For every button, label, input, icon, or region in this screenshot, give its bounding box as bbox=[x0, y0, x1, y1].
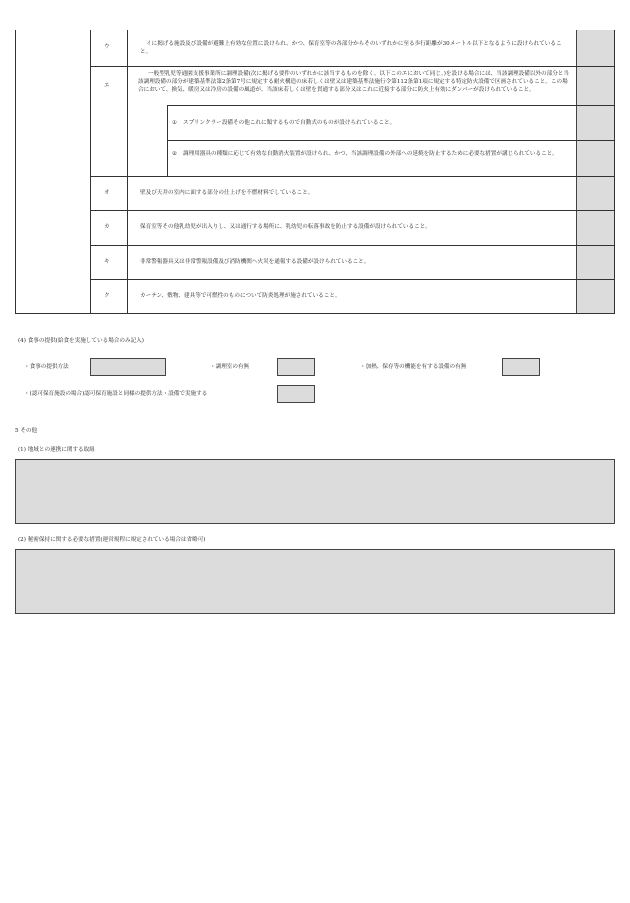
heating-field[interactable] bbox=[502, 358, 540, 376]
other-heading: 5 その他 bbox=[15, 428, 38, 434]
meal-method-label: ・食事の提供方法 bbox=[24, 364, 69, 370]
privacy-label: (2) 秘密保持に関する必要な措置(運営規程に規定されている場合は省略可) bbox=[18, 537, 206, 543]
check-cell-e2[interactable] bbox=[576, 141, 614, 176]
table-left-border bbox=[15, 30, 16, 314]
sub-key-2: ② bbox=[172, 151, 178, 157]
sub-key-1: ① bbox=[172, 120, 178, 126]
privacy-field[interactable] bbox=[15, 549, 615, 614]
check-cell-e1[interactable] bbox=[576, 106, 614, 140]
row-text-o: 壁及び天井の室内に面する部分の仕上げを不燃材料でしていること。 bbox=[140, 190, 314, 196]
row-sep bbox=[90, 245, 615, 246]
row-key-u: ウ bbox=[104, 44, 110, 50]
table-text-col-left bbox=[127, 30, 128, 314]
sub-top-border bbox=[167, 105, 615, 106]
kitchen-label: ・調理室の有無 bbox=[210, 364, 250, 370]
heating-label: ・加熱、保存等の機能を有する設備の有無 bbox=[360, 364, 467, 370]
row-key-ku: ク bbox=[104, 293, 110, 299]
row-sep bbox=[90, 66, 615, 67]
row-key-ki: キ bbox=[104, 259, 110, 265]
check-cell-o[interactable] bbox=[576, 177, 614, 210]
row-text-u: イに掲げる施設及び設備が避難上有効な位置に設けられ、かつ、保育室等の各部分からそのいずれかに至る歩行距離が30メートル以下となるように設けられていること。 bbox=[140, 41, 562, 56]
table-bottom-border bbox=[15, 313, 615, 314]
certified-field[interactable] bbox=[277, 385, 315, 403]
row-key-ka: カ bbox=[104, 224, 110, 230]
sub-text-2: 調理用器具の種類に応じて有効な自動消火装置が設けられ、かつ、当該調理設備の外部への延焼を防止するために必要な措置が講じられていること。 bbox=[183, 151, 558, 157]
meal-heading: (4) 食事の提供(給食を実施している場合のみ記入) bbox=[18, 338, 144, 344]
collab-field[interactable] bbox=[15, 459, 615, 524]
check-cell-ku[interactable] bbox=[576, 280, 614, 313]
row-text-e: 一般型乳児等通園支援事業所に調理設備(次に掲げる要件のいずれかに該当するものを除く。以下このエにおいて同じ。)を設ける場合には、当該調理設備以外の部分と当該調理設備の部分が建築基準法第2条第7号に規定する耐火構造の床若しくは壁又は建築基準法施行令第112条第1項に規定する特定防火設備で区画されていること。この場合において、換気、暖房又は冷房の設備の風道が、当該床若しくは壁を貫通する部分又はこれに近接する部分に防火上有効にダンパーが設けられていること。 bbox=[138, 71, 569, 94]
table-key-col-left bbox=[90, 30, 91, 314]
sub-left-border bbox=[167, 105, 168, 177]
certified-label: ・(認可保育施設の場合)認可保育施設と同様の提供方法・設備で実施する bbox=[24, 391, 208, 397]
check-cell-ka[interactable] bbox=[576, 211, 614, 245]
check-cell-e[interactable] bbox=[576, 67, 614, 105]
row-text-ka: 保育室等その他乳幼児が出入りし、又は通行する場所に、乳幼児の転落事故を防止する設備が設けられていること。 bbox=[140, 224, 431, 230]
collab-label: (1) 地域との連携に関する取組 bbox=[18, 447, 95, 453]
sub-text-1: スプリンクラー設備その他これに類するもので自動式のものが設けられていること。 bbox=[183, 120, 396, 126]
row-sep bbox=[90, 279, 615, 280]
row-text-ku: カーテン、敷物、建具等で可燃性のものについて防炎処理が施されていること。 bbox=[140, 293, 341, 299]
row-text-ki: 非常警報器具又は非常警報設備及び消防機関へ火災を通報する設備が設けられていること。 bbox=[140, 259, 370, 265]
check-cell-u[interactable] bbox=[576, 30, 614, 66]
row-key-o: オ bbox=[104, 190, 110, 196]
row-key-e: エ bbox=[104, 83, 110, 89]
row-sep bbox=[90, 210, 615, 211]
table-right-border bbox=[614, 30, 615, 314]
row-sep bbox=[90, 176, 615, 177]
kitchen-field[interactable] bbox=[277, 358, 315, 376]
meal-method-field[interactable] bbox=[90, 358, 166, 376]
check-cell-ki[interactable] bbox=[576, 246, 614, 279]
sub-mid-border bbox=[167, 140, 615, 141]
